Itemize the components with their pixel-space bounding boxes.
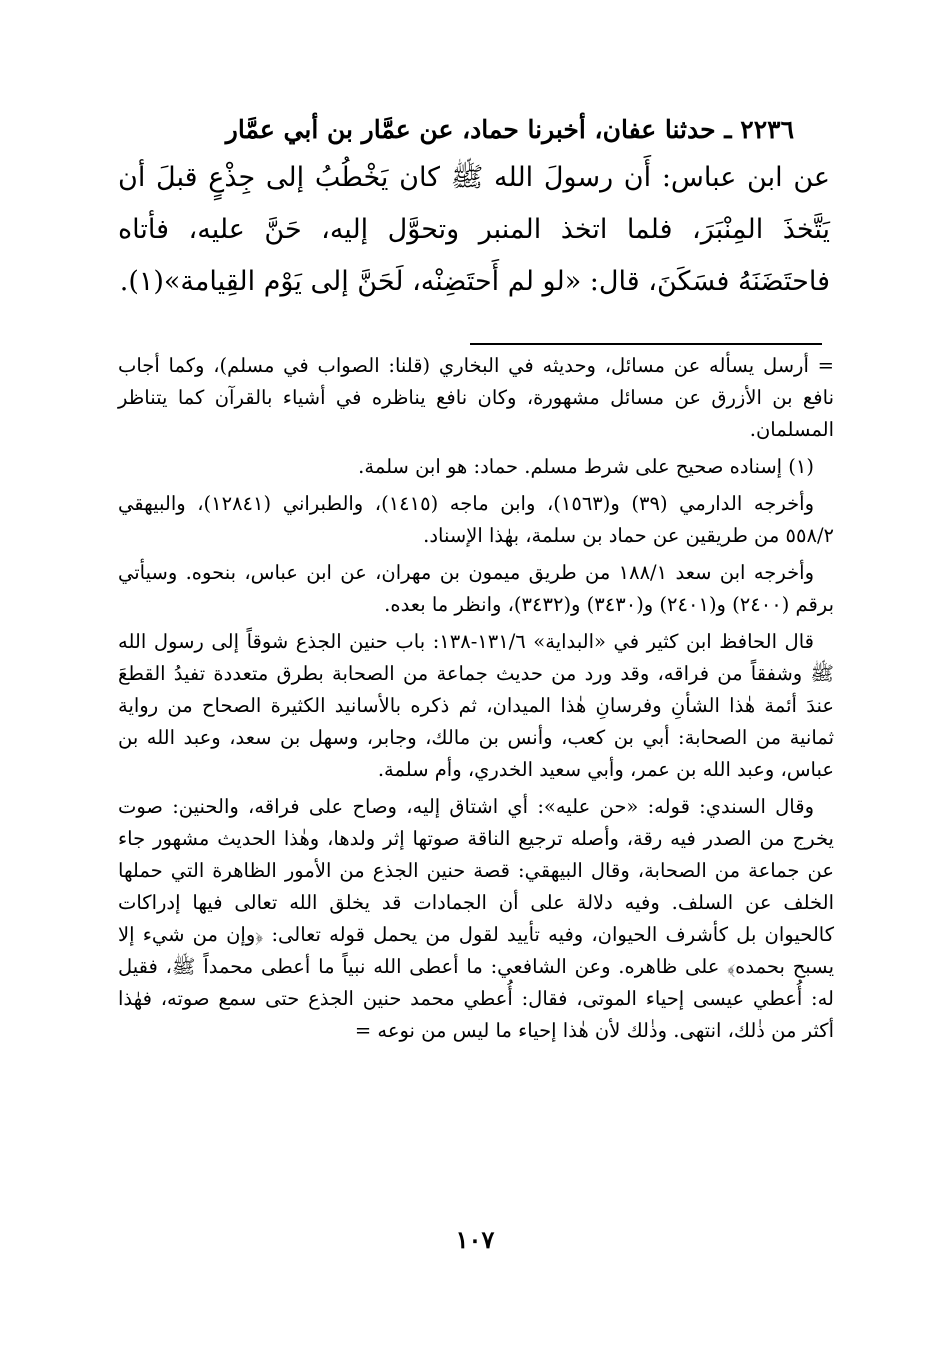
footnote-takhrij-1: وأخرجه الدارمي (٣٩) و(١٥٦٣)، وابن ماجه (١٤١٥)، والطبراني (١٢٨٤١)، والبيهقي ٥٥٨/٢ من طريقين عن حماد بن سلمة، بهٰذا الإسناد. <box>118 492 834 547</box>
footnote-sindi: وقال السندي: قوله: «حن عليه»: أي اشتاق إليه، وصاح على فراقه، والحنين: صوت يخرج من الصدر فيه رقة، وأصله ترجيع الناقة صوتها إثر ولدها، وهٰذا الحديث مشهور جاء عن جماعة من الصحابة، وقال البيهقي: قصة حنين الجذع من الأمور الظاهرة التي حملها الخلف عن السلف. وفيه دلالة على أن الجمادات قد يخلق الله تعالى فيها إدراكات كالحيوان بل كأشرف الحيوان، وفيه تأييد لقول من يحمل قوله تعالى: ﴿وإن من شيء إلا يسبح بحمده﴾ على ظاهره. وعن الشافعي: ما أعطى الله نبياً ما أعطى محمداً ﷺ، فقيل له: أُعطي عيسى إحياء الموتى، فقال: أُعطي محمد حنين الجذع حتى سمع صوته، فهٰذا أكثر من ذٰلك، انتهى. وذٰلك لأن هٰذا إحياء ما ليس من نوعه = <box>118 795 834 1042</box>
footnote-1-grading: (١) إسناده صحيح على شرط مسلم. حماد: هو ابن سلمة. <box>358 455 814 478</box>
footnote-takhrij-2: وأخرجه ابن سعد ١٨٨/١ من طريق ميمون بن مهران، عن ابن عباس، بنحوه. وسيأتي برقم (٢٤٠٠) و(٢٤٠١) و(٣٤٣٠) و(٣٤٣٢)، وانظر ما بعده. <box>118 561 834 616</box>
page-number: ١٠٧ <box>455 1225 495 1254</box>
footnotes-section <box>118 350 834 1052</box>
footnote-ibn-kathir: قال الحافظ ابن كثير في «البداية» ١٣١/٦-١٣٨: باب حنين الجذع شوقاً إلى رسول الله ﷺ وشفقاً من فراقه، وقد ورد من حديث جماعة من الصحابة بطرق متعددة تفيدُ القطعَ عندَ أئمة هٰذا الشأنِ وفرسانِ هٰذا الميدان، ثم ذكره بالأسانيد الكثيرة الصحاح من رواية ثمانية من الصحابة: أبي بن كعب، وأنس بن مالك، وجابر، وسهل بن سعد، وعبد الله بن عباس، وعبد الله بن عمر، وأبي سعيد الخدري، وأم سلمة. <box>118 630 834 781</box>
footnote-divider <box>470 343 822 345</box>
footnote-continuation: = أرسل يسأله عن مسائل، وحديثه في البخاري (قلنا: الصواب في مسلم)، وكما أجاب نافع بن الأزرق عن مسائل مشهورة، وكان نافع يناظره في أشياء بالقرآن كما يتناظر المسلمان. <box>118 354 834 441</box>
hadith-block <box>118 110 830 308</box>
hadith-matn-text: عن ابن عباس: أَن رسولَ الله ﷺ كان يَخْطُبُ إلى جِذْعٍ قبلَ أن يَتَّخذَ المِنْبَرَ، فلما اتخذ المنبر وتحوَّل إليه، حَنَّ عليه، فأتاه فاحتَضَنَهُ فسَكَنَ، قال: «لو لم أَحتَضِنْه، لَحَنَّ إلى يَوْم القِيامة»(١). <box>118 162 830 297</box>
hadith-isnad-header: ٢٢٣٦ ـ حدثنا عفان، أخبرنا حماد، عن عمَّار بن أبي عمَّار <box>225 115 794 144</box>
